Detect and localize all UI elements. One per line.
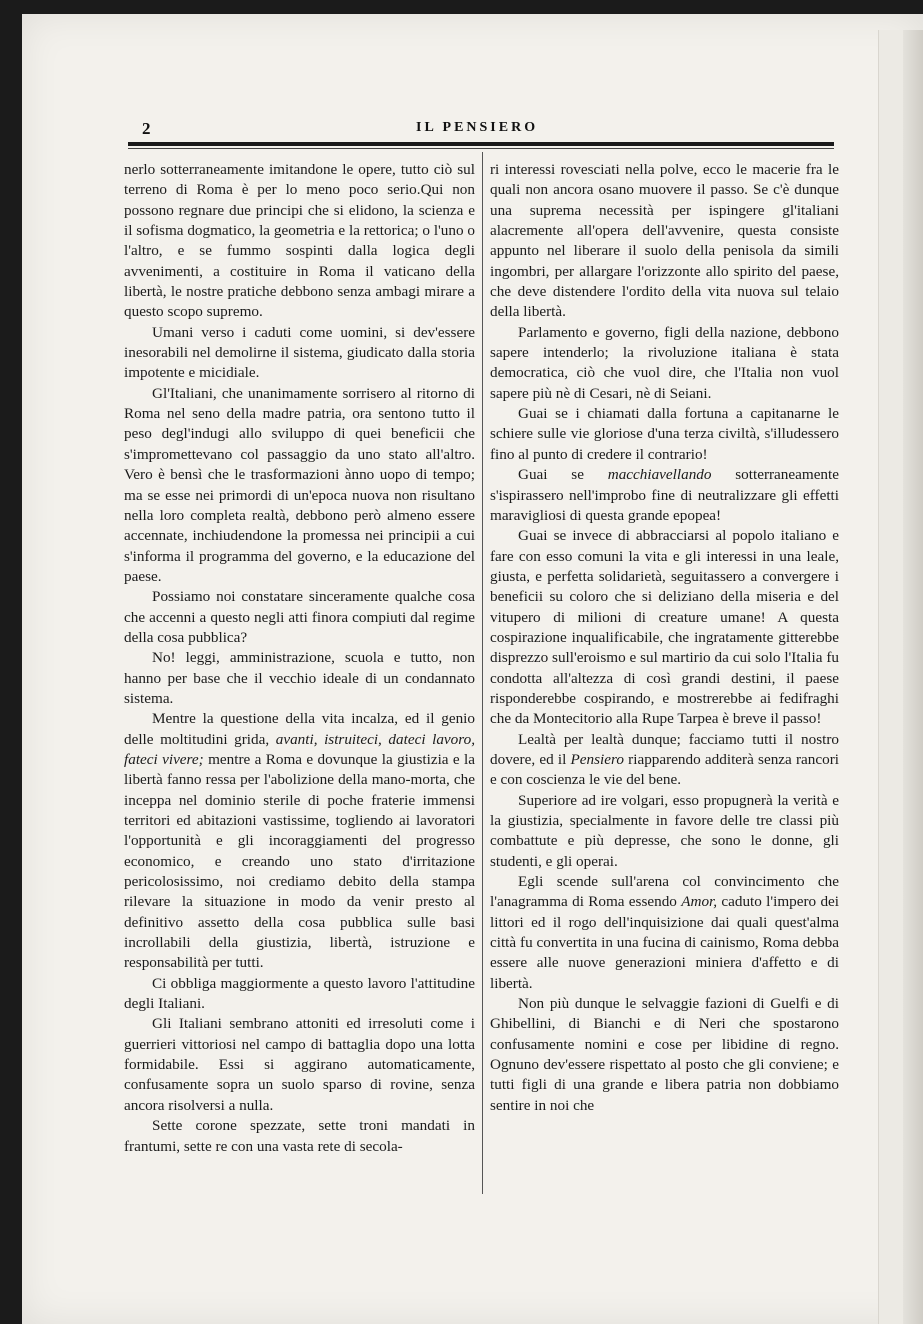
paragraph: Sette corone spezzate, sette troni mandati in frantumi, sette re con una vasta rete di secola- (124, 1117, 475, 1155)
paragraph (490, 465, 839, 526)
paragraph: Umani verso i caduti come uomini, si dev'essere inesorabili nel demolirne il sistema, giudicato dalla storia impotente e micidiale. (124, 323, 475, 382)
page-header (136, 117, 836, 141)
paragraph: Possiamo noi constatare sinceramente qualche cosa che accenni a questo negli atti finora compiuti dal regime della cosa pubblica? (124, 588, 475, 646)
text-run: sotterraneamente s'ispirassero nell'improbo fine di neutralizzare gli effetti maravigliosi di questa grande epopea! (490, 466, 839, 524)
italic-text: Amor, (681, 893, 718, 911)
italic-text: Pensiero (570, 750, 624, 768)
text-run: Guai se (518, 466, 608, 484)
italic-text: avanti, istruiteci, dateci lavoro, fateci vivere; (124, 730, 475, 768)
text-run: mentre a Roma e dovunque la giustizia e la libertà fanno ressa per l'abolizione della mano-morta, che inceppa nel dominio sterile di poche fraterie immensi territori ed abitazioni vastissime, togliendo ai lavoratori l'opportunità e gli incoraggiamenti del progresso economico, e creando uno stato d'irritazione pericolosissimo, noi crediamo debito della stampa rilevare la situazione in modo da venir presto al definitivo assetto della cosa pubblica sulle basi incrollabili della giustizia, libertà, istruzione e responsabilità per tutti. (124, 750, 475, 972)
paragraph: Superiore ad ire volgari, esso propugnerà la verità e la giustizia, specialmente in favore delle tre classi più combattute e più depresse, che sono le donne, gli studenti, e gli operai. (490, 791, 839, 870)
paragraph (490, 872, 839, 994)
paragraph: ri interessi rovesciati nella polve, ecco le macerie fra le quali non ancora osano muovere il passo. Se c'è dunque una suprema necessità per ispingere gl'italiani alacremente all'opera dell'avvenire, questa consiste appunto nel liberare il suolo della penisola da simili ingombri, per allargare l'orizzonte allo spirito del paese, che deve distendere l'ordito della vita nuova sul telaio della libertà. (490, 161, 839, 321)
paragraph: Parlamento e governo, figli della nazione, debbono sapere intenderlo; la rivoluzione italiana è stata democratica, ciò che vuol dire, che l'Italia non vuol sapere più nè di Cesari, nè di Seiani. (490, 323, 839, 402)
italic-text: macchiavellando (607, 466, 712, 484)
page-number: 2 (142, 119, 151, 138)
paragraph (490, 730, 839, 791)
paragraph: Gl'Italiani, che unanimamente sorrisero al ritorno di Roma nel seno della madre patria, ora sentono tutto il peso degl'indugi allo sviluppo di quei beneficii che s'impromettevano col passaggio da uno stato all'altro. Vero è bensì che le trasformazioni ànno uopo di tempo; ma se esse nei primordi di un'epoca nuova non risultano nella loro completa realtà, debbono però almeno essere accennate, inchiudendone la promessa nei principii a cui s'informa il programma del governo, e la educazione del paese. (124, 384, 475, 585)
right-column (490, 160, 839, 1116)
running-title: IL PENSIERO (416, 120, 539, 135)
text-run: Egli scende sull'arena col convincimento che l'anagramma di Roma essendo (490, 873, 839, 911)
paragraph: Ci obbliga maggiormente a questo lavoro l'attitudine degli Italiani. (124, 974, 475, 1013)
text-run: Mentre la questione della vita incalza, ed il genio delle moltitudini grida, (124, 710, 475, 748)
text-run: riapparendo additerà senza rancori e con coscienza le vie del bene. (490, 750, 839, 789)
column-divider (482, 152, 483, 1194)
paragraph (124, 709, 475, 973)
paragraph: No! leggi, amministrazione, scuola e tutto, non hanno per base che il vecchio ideale di un condannato sistema. (124, 649, 475, 707)
left-column (124, 160, 475, 1157)
page-edge-shadow (903, 30, 923, 1324)
header-rule-thin (128, 148, 834, 149)
paragraph: Gli Italiani sembrano attoniti ed irresoluti come i guerrieri vittoriosi nel campo di battaglia dopo una lotta formidabile. Essi si aggirano automaticamente, confusamente sopra un suolo sparso di rovine, senza ancora risolversi a nulla. (124, 1015, 475, 1114)
paragraph: Guai se i chiamati dalla fortuna a capitanarne le schiere sulle vie gloriose d'una terza civiltà, s'illudessero fino al punto di credere il contrario! (490, 405, 839, 463)
paragraph: nerlo sotterraneamente imitandone le opere, tutto ciò sul terreno di Roma è per lo meno poco serio.Qui non possono regnare due principi che si elidono, la scienza e il sofisma dogmatico, la geometria e la rettorica; o l'uno o l'altro, e se fummo sospinti dalla logica degli avvenimenti, a costituire in Roma il vaticano della libertà, le nostre pratiche debbono senza ambagi mirare a questo scopo supremo. (124, 161, 475, 321)
paragraph: Non più dunque le selvaggie fazioni di Guelfi e di Ghibellini, di Bianchi e di Neri che spostarono confusamente nomini e cose per libidine di regno. Ognuno dev'essere rispettato al posto che gli conviene; e tutti figli di una grande e libera patria non dobbiamo sentire in noi che (490, 995, 839, 1114)
paragraph: Guai se invece di abbracciarsi al popolo italiano e fare con esso comuni la vita e gli interessi in una leale, giusta, e perfetta solidarietà, seguitassero a convergere i beneficii su coloro che si deliziano della miseria e del vitupero di milioni di creature umane! A questa cospirazione inqualificabile, che ingratamente gitterebbe disprezzo sull'eroismo e sul martirio da cui solo l'Italia fu condotta all'altezza di così grandi destini, il paese risponderebbe cospirando, e mostrerebbe ai fedifraghi che da Montecitorio alla Rupe Tarpea è breve il passo! (490, 527, 839, 728)
text-run: caduto l'impero dei littori ed il rogo dell'inquisizione dai quali quest'alma città fu convertita in una fucina di cainismo, Roma debba essere alle nuove generazioni miniera d'affetto e di libertà. (490, 893, 840, 992)
text-run: Lealtà per lealtà dunque; facciamo tutti il nostro dovere, ed il (490, 730, 839, 768)
header-rule (128, 142, 834, 146)
